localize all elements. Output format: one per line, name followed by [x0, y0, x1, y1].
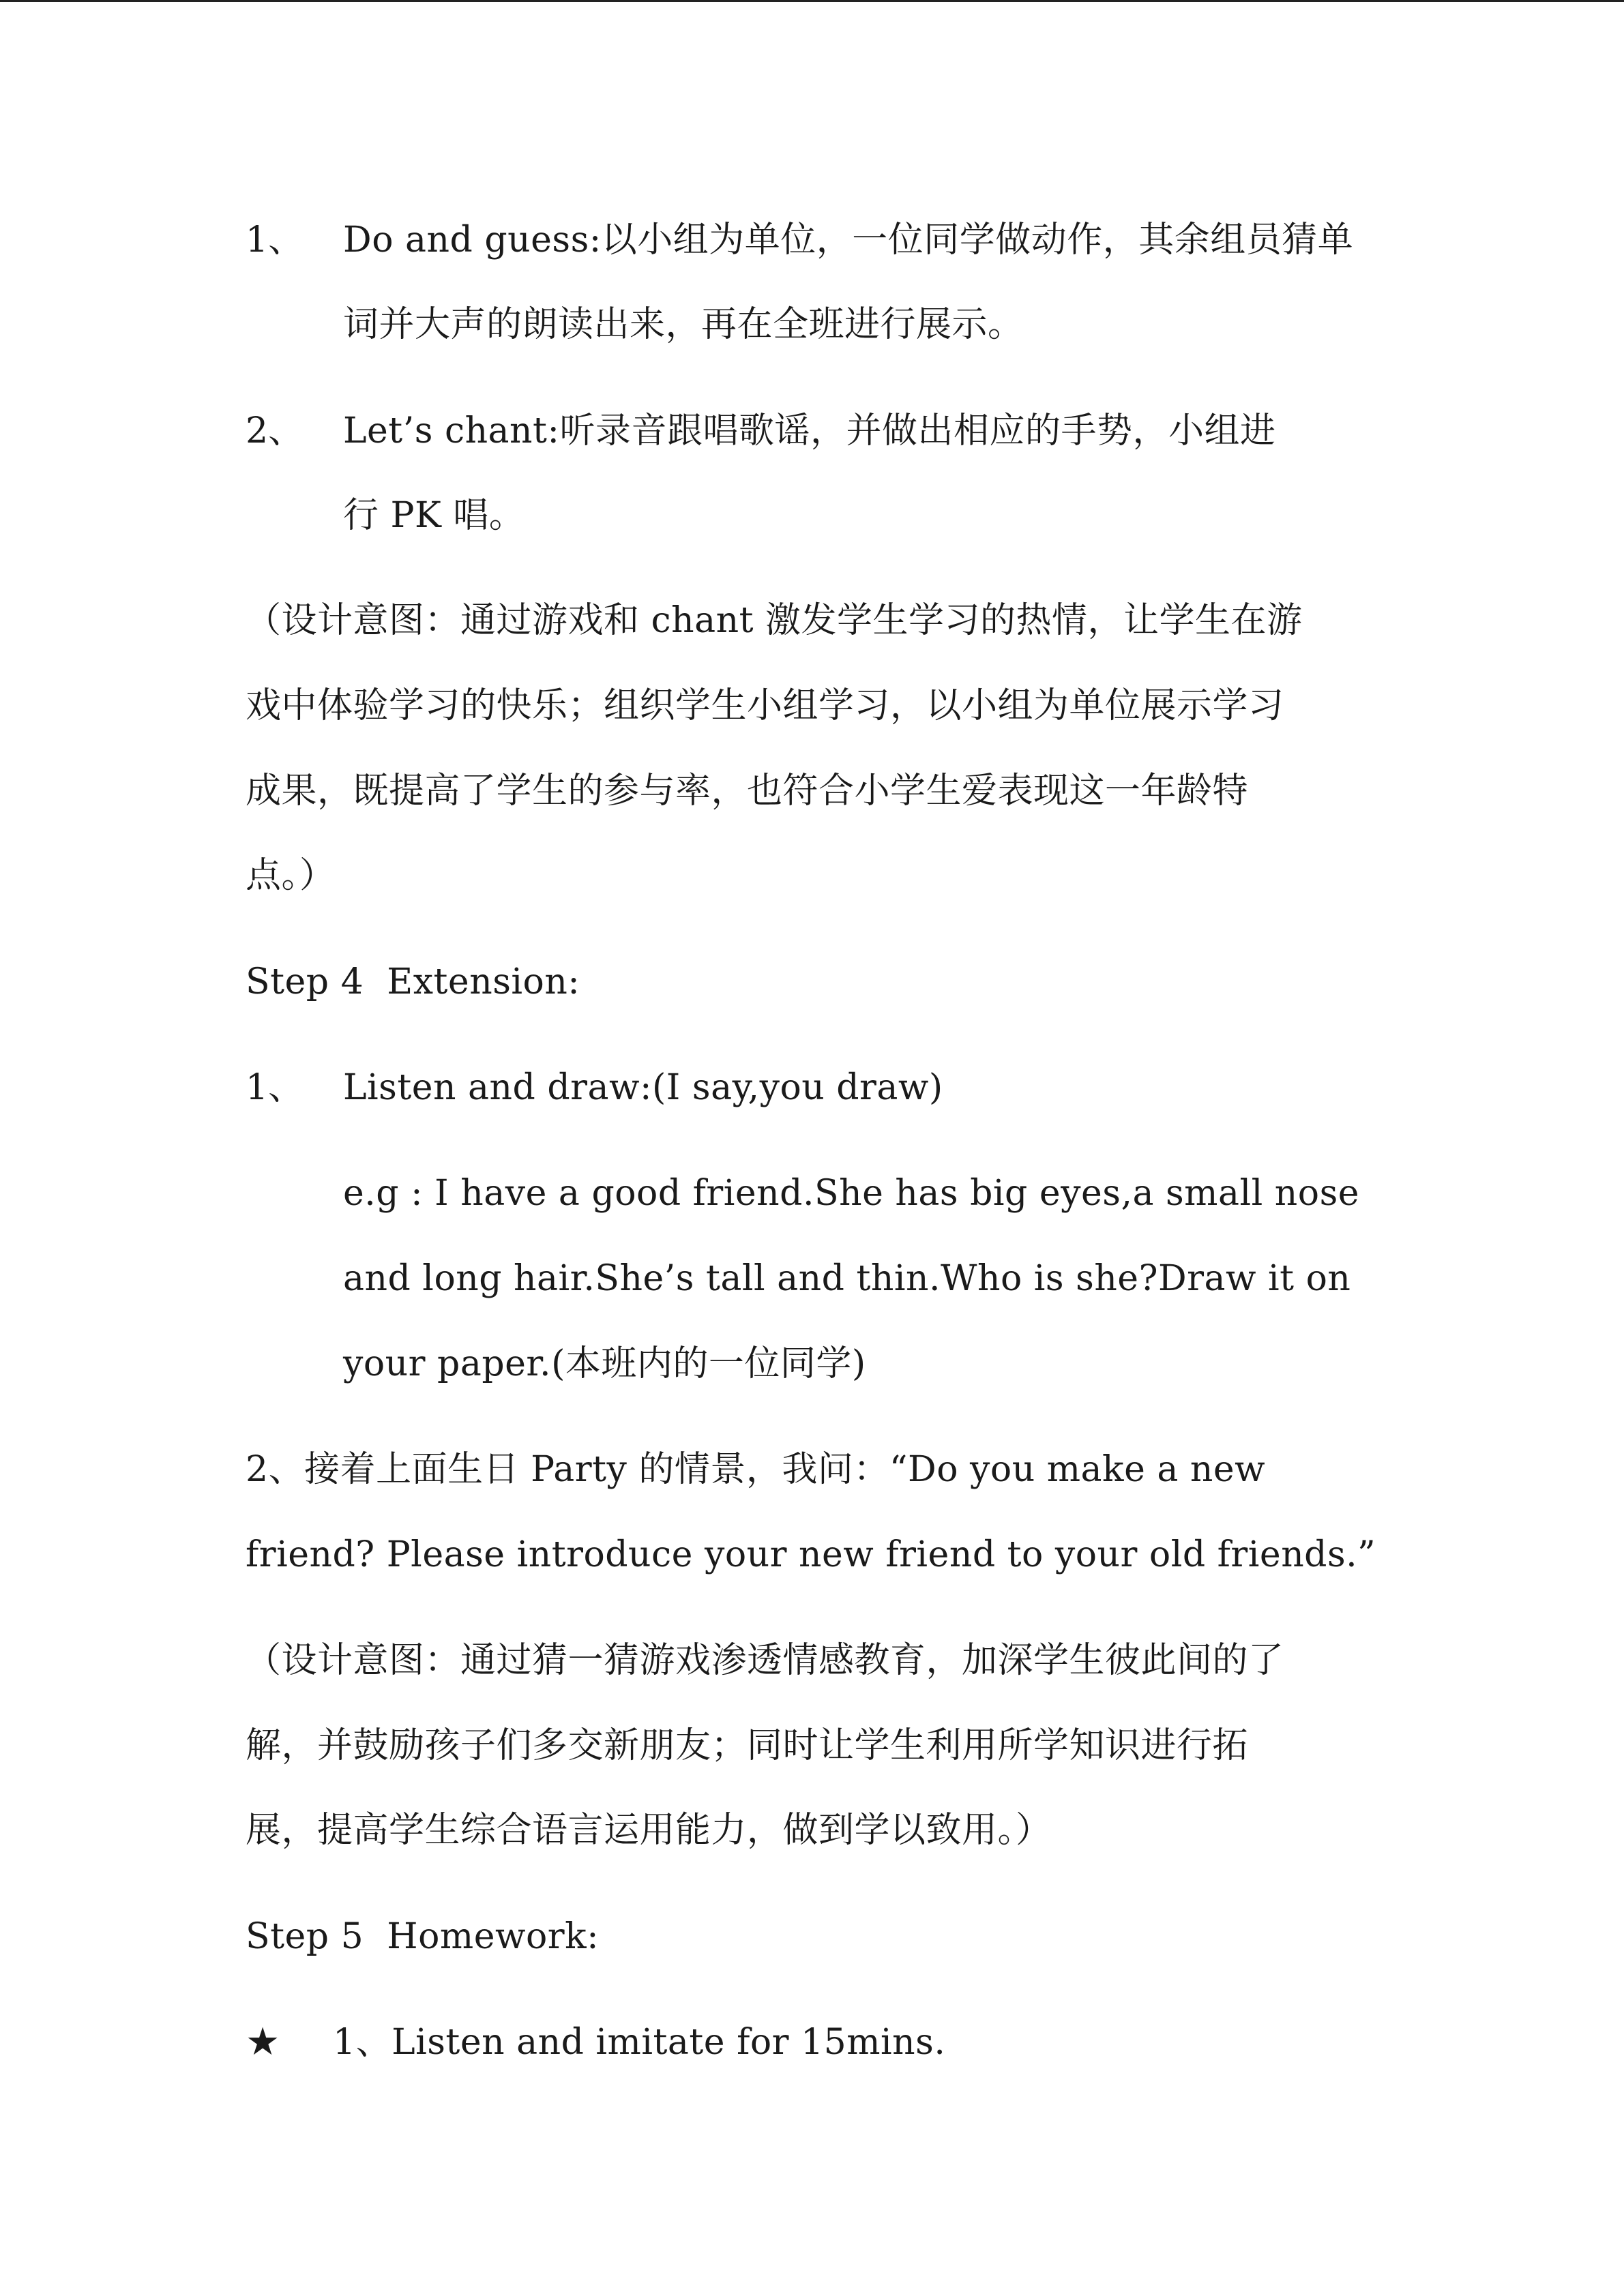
top-border: [0, 0, 1624, 2]
design-note-line: 解，并鼓励孩子们多交新朋友；同时让学生利用所学知识进行拓: [246, 1725, 1249, 1766]
example-line: your paper.(本班内的一位同学): [343, 1343, 866, 1384]
step4-item2-line: friend? Please introduce your new friend to your old friends.”: [246, 1534, 1376, 1575]
design-note-line: （设计意图：通过游戏和 chant 激发学生学习的热情，让学生在游: [246, 600, 1303, 641]
design-note-line: 成果，既提高了学生的参与率，也符合小学生爱表现这一年龄特: [246, 771, 1249, 811]
list-number: 1、: [246, 220, 304, 260]
list-item-line: Do and guess:以小组为单位，一位同学做动作，其余组员猜单: [343, 220, 1354, 260]
list-item-line: Listen and draw:(I say,you draw): [343, 1067, 943, 1108]
list-item-line: Let’s chant:听录音跟唱歌谣，并做出相应的手势，小组进: [343, 411, 1276, 451]
design-note-line: 点。）: [246, 855, 336, 896]
list-item-line: 行 PK 唱。: [343, 495, 525, 536]
design-note-line: 展，提高学生综合语言运用能力，做到学以致用。）: [246, 1810, 1052, 1851]
step4-item2-line: 2、接着上面生日 Party 的情景，我问：“Do you make a new: [246, 1449, 1266, 1490]
example-line: and long hair.She’s tall and thin.Who is she?Draw it on: [343, 1258, 1351, 1299]
example-line: e.g : I have a good friend.She has big eyes,a small nose: [343, 1173, 1360, 1214]
list-number: 1、: [246, 1067, 304, 1108]
star-icon: ★: [246, 2020, 280, 2064]
step4-heading: Step 4 Extension:: [246, 961, 580, 1002]
design-note-line: 戏中体验学习的快乐；组织学生小组学习，以小组为单位展示学习: [246, 685, 1284, 726]
design-note-line: （设计意图：通过猜一猜游戏渗透情感教育，加深学生彼此间的了: [246, 1640, 1284, 1681]
step5-heading: Step 5 Homework:: [246, 1916, 600, 1957]
list-item-line: 词并大声的朗读出来，再在全班进行展示。: [343, 304, 1024, 345]
list-number: 2、: [246, 411, 304, 451]
homework-line: 1、Listen and imitate for 15mins.: [333, 2022, 946, 2063]
